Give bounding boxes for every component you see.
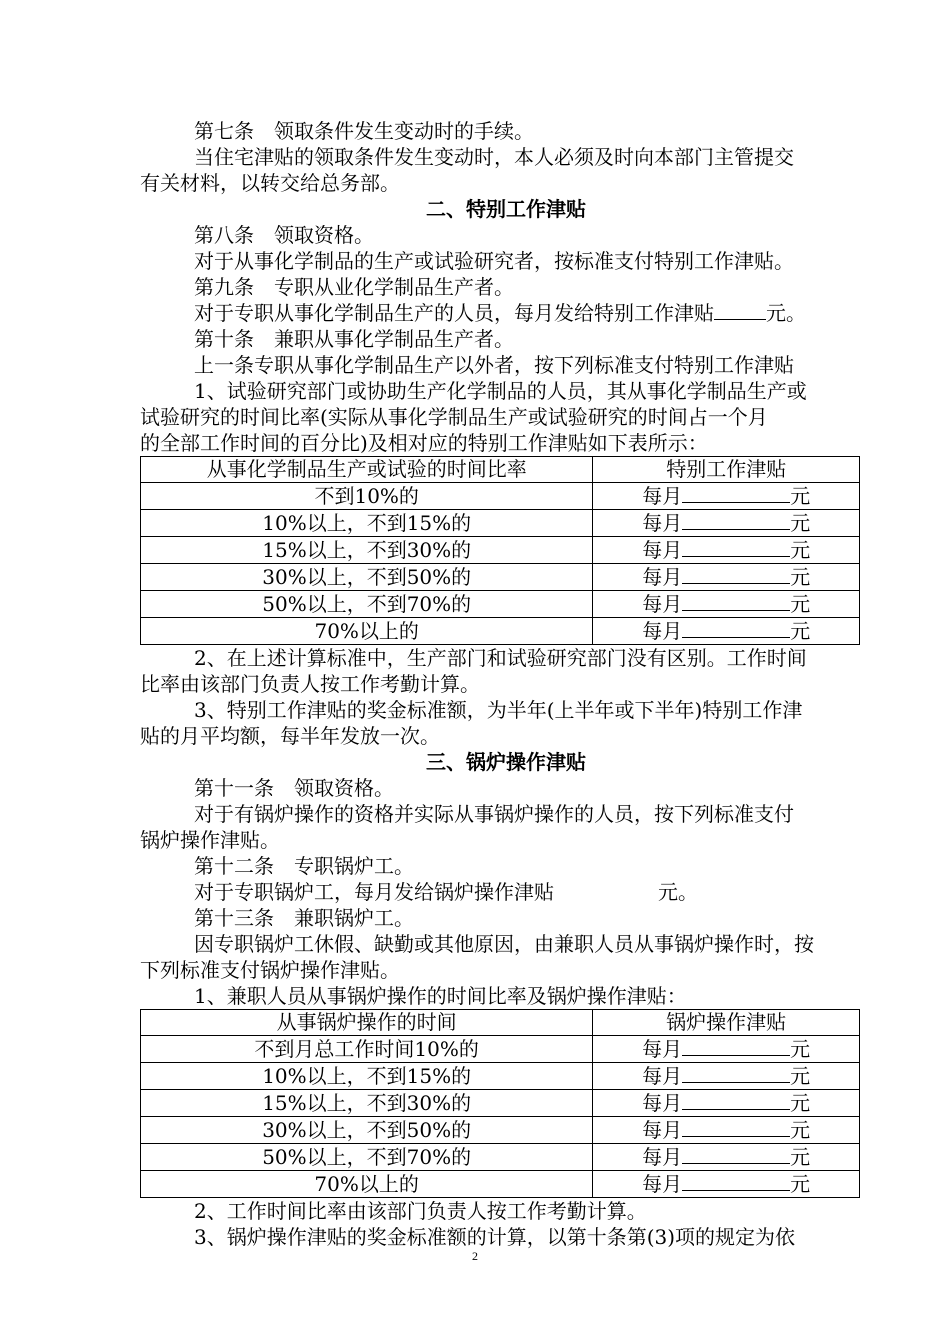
table-row: [141, 537, 860, 564]
table-row: [141, 591, 860, 618]
table-cell-ratio: 15%以上，不到30%的: [141, 1090, 593, 1117]
table-row: [141, 1063, 860, 1090]
money-suffix: 元: [790, 1118, 811, 1142]
table-cell-ratio: 10%以上，不到15%的: [141, 1063, 593, 1090]
money-prefix: 每月: [642, 565, 683, 589]
table-cell-amount: [593, 537, 860, 564]
article-12-text: [140, 879, 862, 905]
table-row: [141, 1036, 860, 1063]
section-heading-boiler-allowance: 三、锅炉操作津贴: [426, 750, 586, 774]
amount-blank: [682, 1144, 790, 1164]
article-7-text-line2: 有关材料，以转交给总务部。: [140, 171, 400, 195]
special-allowance-table: [140, 456, 860, 645]
section-heading-special-allowance: 二、特别工作津贴: [426, 197, 586, 221]
money-prefix: 每月: [642, 484, 683, 508]
article-13-title: 第十三条 兼职锅炉工。: [194, 906, 414, 930]
article-11-title: 第十一条 领取资格。: [194, 776, 394, 800]
money-suffix: 元: [790, 1172, 811, 1196]
table-cell-amount: [593, 1117, 860, 1144]
table-cell-ratio: 不到月总工作时间10%的: [141, 1036, 593, 1063]
money-prefix: 每月: [642, 511, 683, 535]
amount-blank: [714, 300, 766, 320]
article-10-item1-line2: 试验研究的时间比率(实际从事化学制品生产或试验研究的时间占一个月: [140, 405, 768, 429]
table-cell-amount: [593, 483, 860, 510]
amount-blank: [682, 1090, 790, 1110]
article-10-item2-line2: 比率由该部门负责人按工作考勤计算。: [140, 672, 480, 696]
article-8-title: 第八条 领取资格。: [194, 223, 374, 247]
money-suffix: 元: [790, 592, 811, 616]
amount-blank: [682, 1036, 790, 1056]
article-10-item2-line1: 2、在上述计算标准中，生产部门和试验研究部门没有区别。工作时间: [194, 646, 807, 670]
table-cell-ratio: 70%以上的: [141, 1171, 593, 1198]
article-10-title: 第十条 兼职从事化学制品生产者。: [194, 327, 514, 351]
table-cell-amount: [593, 1144, 860, 1171]
table-cell-ratio: 15%以上，不到30%的: [141, 537, 593, 564]
table-cell-ratio: 不到10%的: [141, 483, 593, 510]
table-cell-ratio: 30%以上，不到50%的: [141, 564, 593, 591]
money-prefix: 每月: [642, 592, 683, 616]
table-cell-amount: [593, 564, 860, 591]
table-header-cell: 特别工作津贴: [593, 457, 860, 483]
amount-blank: [682, 537, 790, 557]
table-cell-amount: [593, 1090, 860, 1117]
article-7-title: 第七条 领取条件发生变动时的手续。: [194, 119, 534, 143]
table-row: [141, 483, 860, 510]
article-13-text-line2: 下列标准支付锅炉操作津贴。: [140, 958, 400, 982]
table-row: [141, 1171, 860, 1198]
money-prefix: 每月: [642, 1091, 683, 1115]
amount-blank: [682, 1063, 790, 1083]
article-10-item1-line3: 的全部工作时间的百分比)及相对应的特别工作津贴如下表所示：: [140, 431, 708, 455]
table-header-cell: 锅炉操作津贴: [593, 1010, 860, 1036]
boiler-allowance-table: [140, 1009, 860, 1198]
table-cell-ratio: 30%以上，不到50%的: [141, 1117, 593, 1144]
article-12-text-end: 元。: [658, 880, 698, 904]
money-suffix: 元: [790, 511, 811, 535]
amount-blank: [682, 510, 790, 530]
article-10-item3-line1: 3、特别工作津贴的奖金标准额，为半年(上半年或下半年)特别工作津: [194, 698, 803, 722]
money-prefix: 每月: [642, 1064, 683, 1088]
article-10-text: 上一条专职从事化学制品生产以外者，按下列标准支付特别工作津贴: [194, 353, 794, 377]
article-13-text-line1: 因专职锅炉工休假、缺勤或其他原因，由兼职人员从事锅炉操作时，按: [194, 932, 814, 956]
article-9-title: 第九条 专职从业化学制品生产者。: [194, 275, 514, 299]
amount-blank: [682, 1117, 790, 1137]
money-prefix: 每月: [642, 619, 683, 643]
amount-blank: [682, 618, 790, 638]
table-row: [141, 618, 860, 645]
money-suffix: 元: [790, 1091, 811, 1115]
article-10-item3-line2: 贴的月平均额，每半年发放一次。: [140, 724, 440, 748]
money-prefix: 每月: [642, 1172, 683, 1196]
money-prefix: 每月: [642, 1037, 683, 1061]
table-cell-ratio: 50%以上，不到70%的: [141, 591, 593, 618]
table-cell-amount: [593, 591, 860, 618]
money-suffix: 元: [790, 538, 811, 562]
article-8-text: 对于从事化学制品的生产或试验研究者，按标准支付特别工作津贴。: [194, 249, 794, 273]
article-13-item2: 2、工作时间比率由该部门负责人按工作考勤计算。: [194, 1199, 647, 1223]
money-suffix: 元: [790, 484, 811, 508]
table-cell-amount: [593, 1063, 860, 1090]
table-cell-amount: [593, 1036, 860, 1063]
page-number: 2: [472, 1249, 478, 1263]
table-header-row: [141, 1010, 860, 1036]
money-suffix: 元: [790, 1145, 811, 1169]
article-11-text-line1: 对于有锅炉操作的资格并实际从事锅炉操作的人员，按下列标准支付: [194, 802, 794, 826]
money-suffix: 元: [790, 619, 811, 643]
amount-blank: [682, 483, 790, 503]
money-suffix: 元: [790, 1064, 811, 1088]
amount-blank: [682, 1171, 790, 1191]
article-9-text-end: 元。: [766, 301, 806, 325]
article-9-text: [140, 300, 862, 326]
table-header-cell: 从事锅炉操作的时间: [141, 1010, 593, 1036]
article-13-item3: 3、锅炉操作津贴的奖金标准额的计算，以第十条第(3)项的规定为依: [194, 1225, 796, 1249]
article-12-text-start: 对于专职锅炉工，每月发给锅炉操作津贴: [194, 880, 554, 904]
money-prefix: 每月: [642, 1118, 683, 1142]
money-suffix: 元: [790, 1037, 811, 1061]
table-header-row: [141, 457, 860, 483]
table-cell-amount: [593, 1171, 860, 1198]
table-row: [141, 564, 860, 591]
money-prefix: 每月: [642, 538, 683, 562]
table-header-cell: 从事化学制品生产或试验的时间比率: [141, 457, 593, 483]
amount-blank: [682, 591, 790, 611]
amount-blank: [682, 564, 790, 584]
table-row: [141, 510, 860, 537]
article-12-title: 第十二条 专职锅炉工。: [194, 854, 414, 878]
money-prefix: 每月: [642, 1145, 683, 1169]
table-cell-ratio: 70%以上的: [141, 618, 593, 645]
article-10-item1-line1: 1、试验研究部门或协助生产化学制品的人员，其从事化学制品生产或: [194, 379, 807, 403]
table-cell-ratio: 50%以上，不到70%的: [141, 1144, 593, 1171]
table-row: [141, 1090, 860, 1117]
table-cell-amount: [593, 510, 860, 537]
article-9-text-start: 对于专职从事化学制品生产的人员，每月发给特别工作津贴: [194, 301, 714, 325]
document-body: [140, 118, 862, 1250]
table-row: [141, 1144, 860, 1171]
table-cell-amount: [593, 618, 860, 645]
table-row: [141, 1117, 860, 1144]
table-cell-ratio: 10%以上，不到15%的: [141, 510, 593, 537]
article-7-text-line1: 当住宅津贴的领取条件发生变动时，本人必须及时向本部门主管提交: [194, 145, 794, 169]
article-13-item1: 1、兼职人员从事锅炉操作的时间比率及锅炉操作津贴：: [194, 984, 687, 1008]
money-suffix: 元: [790, 565, 811, 589]
article-11-text-line2: 锅炉操作津贴。: [140, 828, 280, 852]
